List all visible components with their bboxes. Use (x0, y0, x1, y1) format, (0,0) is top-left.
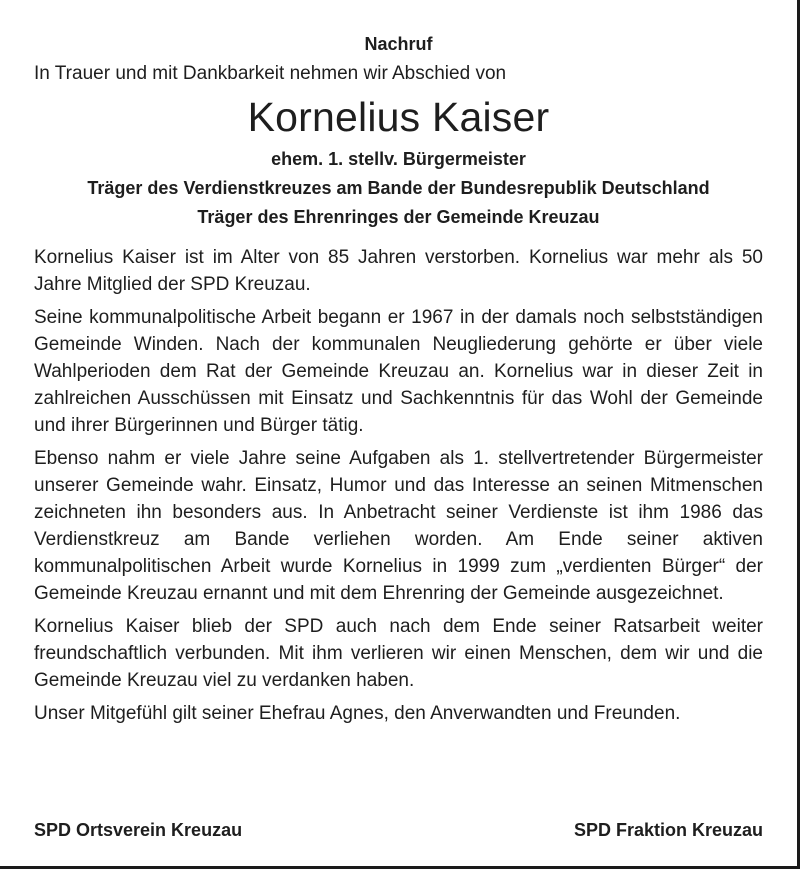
notice-body (34, 244, 763, 727)
title-federal-cross-of-merit: Träger des Verdienstkreuzes am Bande der Bundesrepublik Deutschland (87, 178, 710, 198)
signature-row (34, 816, 763, 844)
notice-intro: In Trauer und mit Dankbarkeit nehmen wir Abschied von (34, 63, 507, 84)
body-paragraph-age-membership: Kornelius Kaiser ist im Alter von 85 Jahren verstorben. Kornelius war mehr als 50 Jahre Mitglied der SPD Kreuzau. (34, 247, 763, 295)
body-paragraph-political-work: Seine kommunalpolitische Arbeit begann er 1967 in der damals noch selbstständigen Gemeinde Winden. Nach der kommunalen Neugliederung gehörte er über viele Wahlperioden dem Rat der Gemeinde Kreuzau an. Kornelius war in dieser Zeit in zahlreichen Ausschüssen mit Einsatz und Sachkenntnis für das Wohl der Gemeinde und ihrer Bürgerinnen und Bürger tätig. (34, 307, 763, 436)
title-ring-of-honor: Träger des Ehrenringes der Gemeinde Kreuzau (197, 207, 600, 227)
signature-fraktion: SPD Fraktion Kreuzau (573, 820, 763, 840)
signature-ortsverein: SPD Ortsverein Kreuzau (34, 820, 243, 840)
body-paragraph-condolences: Unser Mitgefühl gilt seiner Ehefrau Agnes, den Anverwandten und Freunden. (34, 703, 681, 724)
body-paragraph-friendship: Kornelius Kaiser blieb der SPD auch nach dem Ende seiner Ratsarbeit weiter freundschaftlich verbunden. Mit ihm verlieren wir einen Menschen, dem wir und die Gemeinde Kreuzau viel zu verdanken haben. (34, 616, 763, 691)
deceased-name: Kornelius Kaiser (247, 94, 550, 140)
title-former-deputy-mayor: ehem. 1. stellv. Bürgermeister (271, 149, 526, 169)
body-paragraph-deputy-mayor: Ebenso nahm er viele Jahre seine Aufgaben als 1. stellvertretender Bürgermeister unserer Gemeinde wahr. Einsatz, Humor und das Interesse an seinen Mitmenschen zeichneten ihn besonders aus. In Anbetracht seiner Verdienste ist ihm 1986 das Verdienstkreuz am Bande verliehen worden. Am Ende seiner aktiven kommunalpolitischen Arbeit wurde Kornelius in 1999 zum „verdienten Bürger“ der Gemeinde Kreuzau ernannt und mit dem Ehrenring der Gemeinde ausgezeichnet. (34, 448, 763, 604)
honorary-titles (34, 145, 763, 232)
notice-heading: Nachruf (364, 34, 433, 54)
